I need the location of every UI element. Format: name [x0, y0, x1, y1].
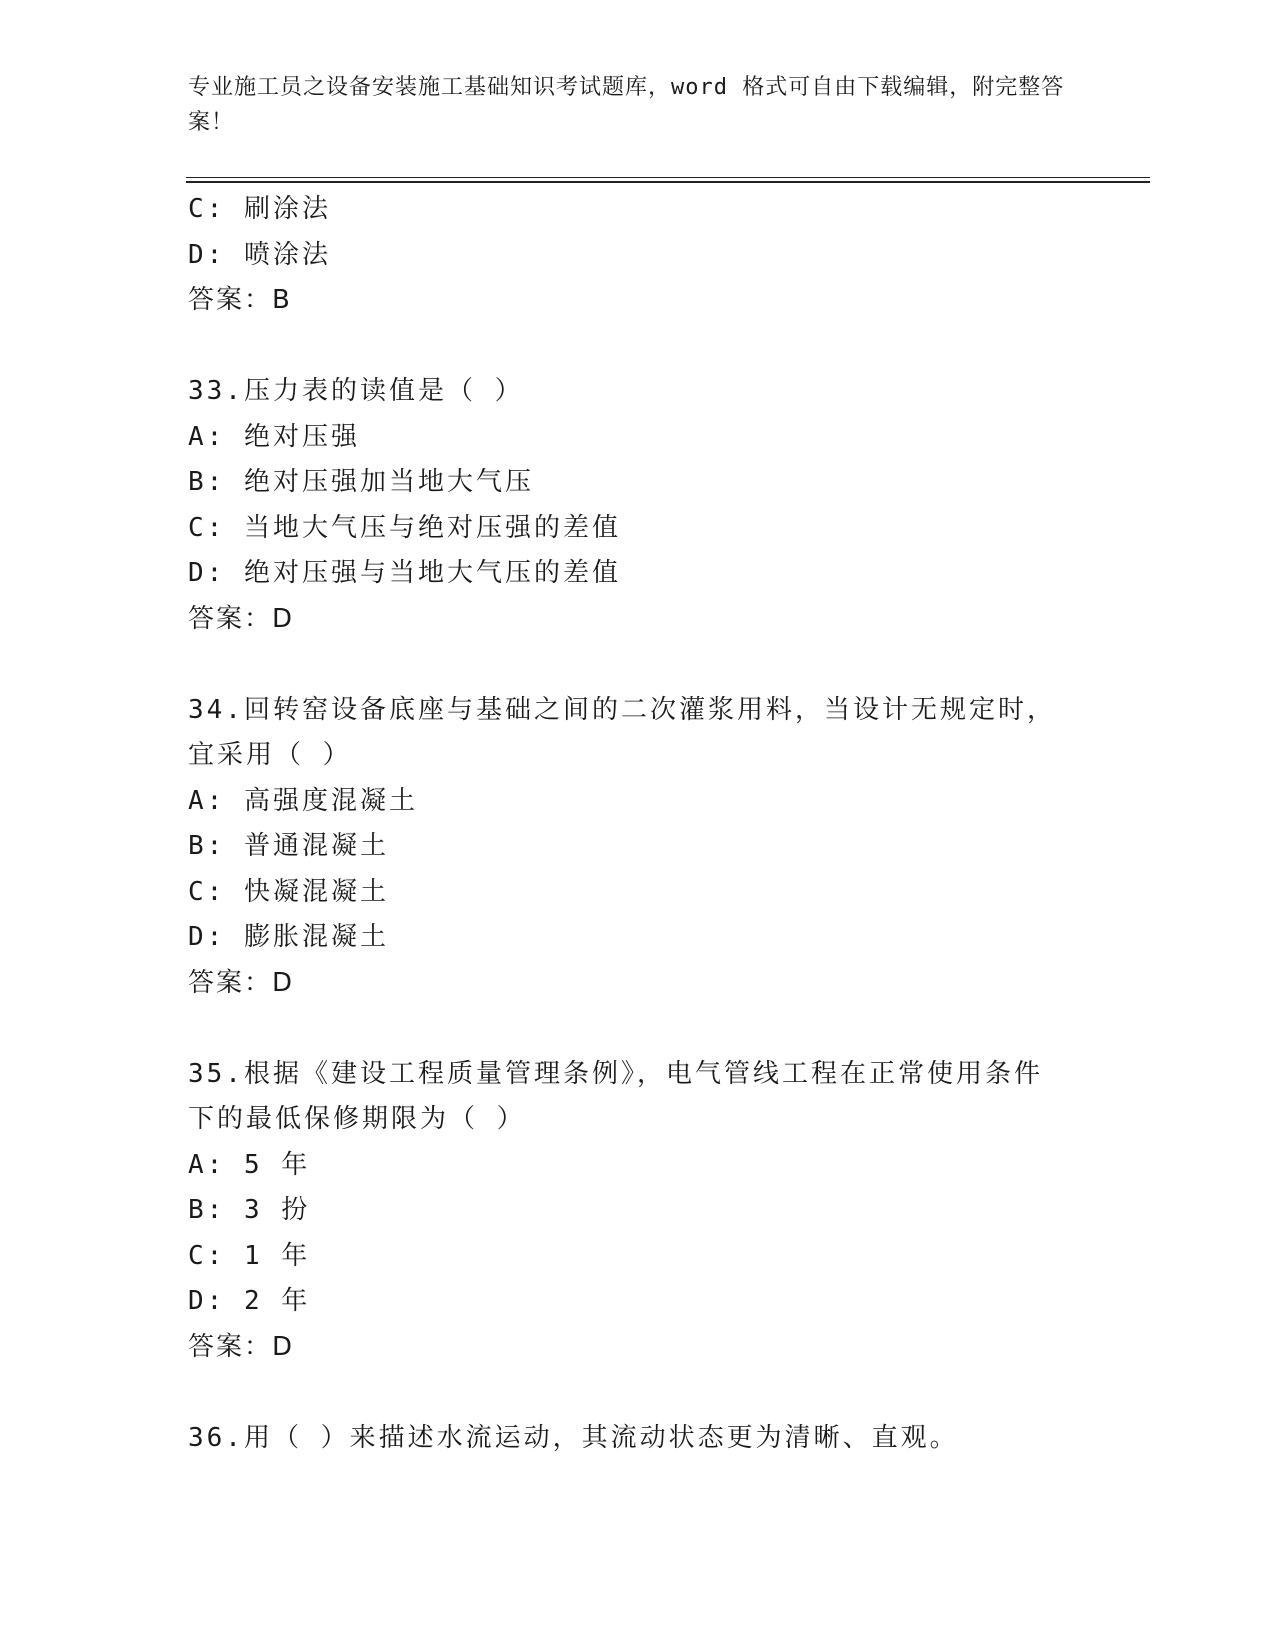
question-stem: 33.压力表的读值是（ ）: [188, 376, 524, 406]
option-a: A: 高强度混凝土: [188, 785, 418, 816]
option-b: B: 普通混凝土: [188, 831, 389, 861]
question-block: [188, 187, 1088, 324]
page-header: 专业施工员之设备安装施工基础知识考试题库，word 格式可自由下载编辑，附完整答案！: [188, 75, 1065, 135]
document-body: [188, 187, 1088, 1461]
option-a: A: 5 年: [188, 1149, 311, 1180]
option-a: A: 绝对压强: [188, 421, 360, 452]
header-divider-thin: [186, 177, 1150, 178]
option-b: B: 绝对压强加当地大气压: [188, 467, 534, 497]
answer-line: 答案：B: [188, 285, 292, 315]
question-stem: 35.根据《建设工程质量管理条例》，电气管线工程在正常使用条件下的最低保修期限为（ ）: [188, 1058, 1043, 1134]
answer-line: 答案：D: [188, 1331, 295, 1362]
answer-line: 答案：D: [188, 603, 295, 634]
option-c: C: 快凝混凝土: [188, 876, 389, 907]
question-stem: 34.回转窑设备底座与基础之间的二次灌浆用料，当设计无规定时，宜采用（ ）: [188, 694, 1056, 770]
question-block: [188, 1416, 1088, 1462]
answer-line: 答案：D: [188, 967, 295, 998]
header-divider-thick: [186, 181, 1150, 183]
option-d: D: 2 年: [188, 1286, 311, 1316]
option-d: D: 绝对压强与当地大气压的差值: [188, 558, 621, 588]
option-c: C: 当地大气压与绝对压强的差值: [188, 512, 621, 543]
option-d: D: 喷涂法: [188, 239, 331, 270]
question-block: [188, 688, 1088, 1007]
question-block: [188, 369, 1088, 642]
option-c: C: 刷涂法: [188, 194, 331, 224]
option-d: D: 膨胀混凝土: [188, 922, 389, 952]
option-c: C: 1 年: [188, 1240, 311, 1271]
question-block: [188, 1052, 1088, 1371]
option-b: B: 3 扮: [188, 1195, 311, 1225]
question-stem: 36.用（ ）来描述水流运动，其流动状态更为清晰、直观。: [188, 1422, 959, 1453]
